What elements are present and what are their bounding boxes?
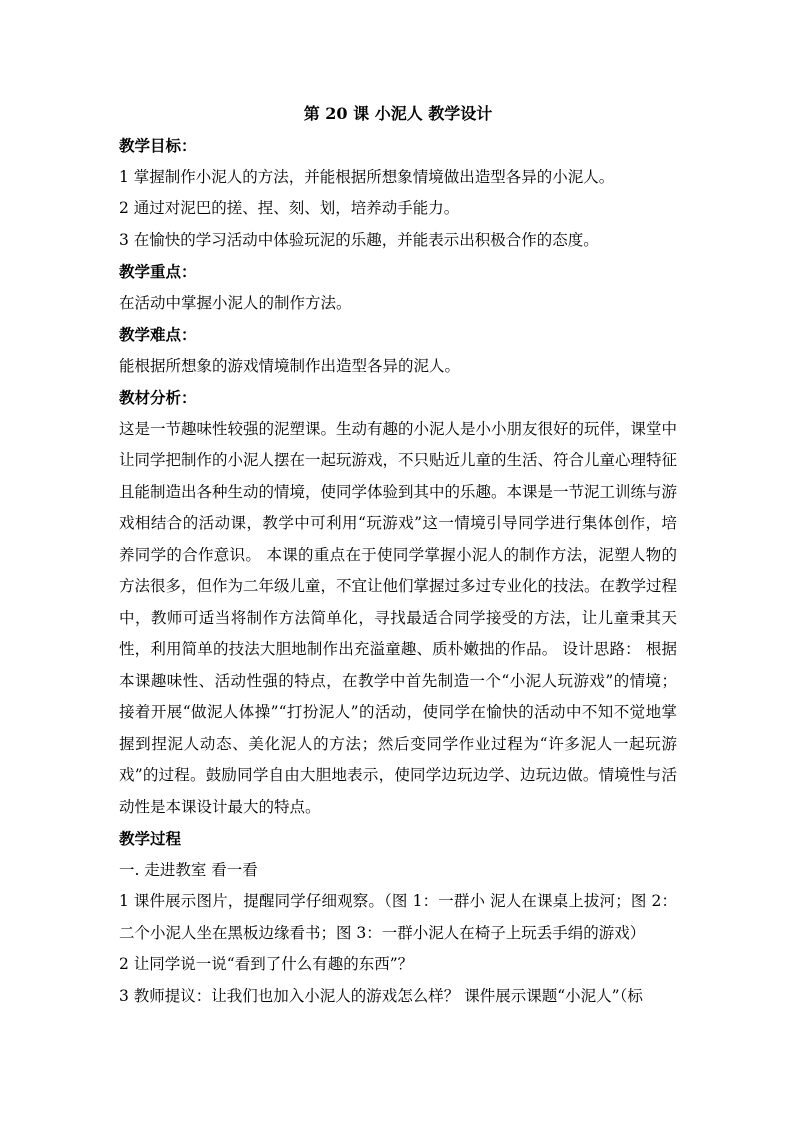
difficulty-heading: 教学难点： xyxy=(119,325,197,344)
document-title: 第 20 课 小泥人 教学设计 xyxy=(303,104,493,123)
process-heading: 教学过程 xyxy=(119,829,182,848)
goal-item: 3 在愉快的学习活动中体验玩泥的乐趣，并能表示出积极合作的态度。 xyxy=(119,230,599,249)
process-step-two: 2 让同学说一说“看到了什么有趣的东西”？ xyxy=(119,955,414,973)
process-section-one: 一. 走进教室 看一看 xyxy=(119,860,258,879)
difficulty-text: 能根据所想象的游戏情境制作出造型各异的泥人。 xyxy=(119,356,461,375)
key-point-text: 在活动中掌握小泥人的制作方法。 xyxy=(119,293,352,312)
key-point-heading: 教学重点： xyxy=(119,262,197,281)
goals-heading: 教学目标： xyxy=(119,136,197,155)
goal-item: 1 掌握制作小泥人的方法，并能根据所想象情境做出造型各异的小泥人。 xyxy=(119,167,615,186)
goal-item: 2 通过对泥巴的搓、捏、刻、划，培养动手能力。 xyxy=(119,199,460,217)
process-step-three: 3 教师提议：让我们也加入小泥人的游戏怎么样？ 课件展示课题“小泥人”（标 xyxy=(119,986,643,1005)
analysis-paragraph: 这是一节趣味性较强的泥塑课。生动有趣的小泥人是小小朋友很好的玩伴，课堂中让同学把制作的小泥人摆在一起玩游戏，不只贴近儿童的生活、符合儿童心理特征且能制造出各种生动的情境，使同学体验到其中的乐趣。本课是一节泥工训练与游戏相结合的活动课，教学中可利用“玩游戏”这一情境引导同学进行集体创作，培养同学的合作意识。 本课的重点在于使同学掌握小泥人的制作方法，泥塑人物的方法很多，但作为二年级儿童，不宜让他们掌握过多过专业化的技法。在教学过程中，教师可适当将制作方法简单化，寻找最适合同学接受的方法，让儿童秉其天性，利用简单的技法大胆地制作出充溢童趣、质朴嫩拙的作品。 设计思路： 根据本课趣味性、活动性强的特点，在教学中首先制造一个“小泥人玩游戏”的情境；接着开展“做泥人体操”“打扮泥人”的活动，使同学在愉快的活动中不知不觉地掌握到捏泥人动态、美化泥人的方法；然后变同学作业过程为“许多泥人一起玩游戏”的过程。鼓励同学自由大胆地表示，使同学边玩边学、边玩边做。情境性与活动性是本课设计最大的特点。 xyxy=(119,419,678,816)
document-page xyxy=(119,100,677,1012)
analysis-heading: 教材分析： xyxy=(119,388,197,407)
process-step-one: 1 课件展示图片，提醒同学仔细观察。（图 1：一群小 泥人在课桌上拔河；图 2：二个小泥人坐在黑板边缘看书；图 3：一群小泥人在椅子上玩丢手绢的游戏） xyxy=(119,892,677,942)
